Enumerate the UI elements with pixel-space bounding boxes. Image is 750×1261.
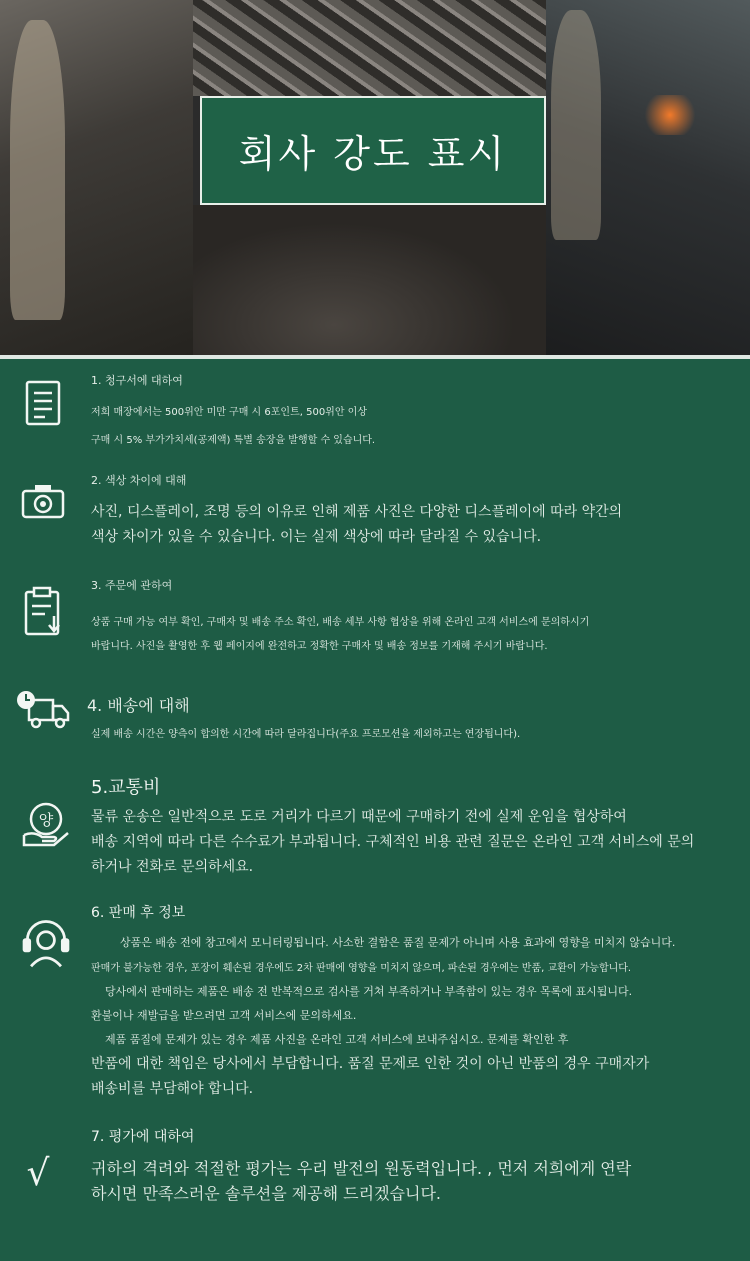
section-2-heading: 2. 색상 차이에 대해 [91,474,187,487]
section-3-line-2: 바랍니다. 사진을 촬영한 후 웹 페이지에 완전하고 정확한 구매자 및 배송 정보를 기재해 주시기 바랍니다. [91,641,548,652]
checkmark-icon [10,1145,66,1201]
section-1-heading: 1. 청구서에 대하여 [91,374,183,387]
hero-title-box [200,96,546,205]
section-5-line-3: 하거나 전화로 문의하세요. [91,859,254,875]
metal-parts-photo-bottom [193,205,546,355]
factory-photo-left [0,0,193,355]
section-5-heading: 5.교통비 [91,777,161,798]
section-2-line-1: 사진, 디스플레이, 조명 등의 이유로 인해 제품 사진은 다양한 디스플레이에 따라 약간의 [91,504,623,520]
section-4-line-1: 실제 배송 시간은 양측이 합의한 시간에 따라 달라집니다(주요 프로모션을 제외하고는 연장됩니다). [91,729,521,740]
section-6-line-7: 배송비를 부담해야 합니다. [91,1081,254,1097]
section-7-line-2: 하시면 만족스러운 솔루션을 제공해 드리겠습니다. [91,1184,442,1203]
section-6-line-5: 제품 품질에 문제가 있는 경우 제품 사진을 온라인 고객 서비스에 보내주십시오. 문제를 확인한 후 [105,1033,569,1046]
delivery-truck-icon [15,682,71,738]
section-6-line-6: 반품에 대한 책임은 당사에서 부담합니다. 품질 문제로 인한 것이 아닌 반품의 경우 구매자가 [91,1056,650,1072]
section-6-line-3: 당사에서 판매하는 제품은 배송 전 반복적으로 검사를 거쳐 부족하거나 부족함이 있는 경우 목록에 표시됩니다. [105,985,633,998]
camera-icon [15,473,71,529]
section-2-line-2: 색상 차이가 있을 수 있습니다. 이는 실제 색상에 따라 달라질 수 있습니다. [91,529,542,545]
yuan-hand-icon [18,795,74,851]
section-6-line-1: 상품은 배송 전에 창고에서 모니터링됩니다. 사소한 결함은 품질 문제가 아니며 사용 효과에 영향을 미치지 않습니다. [120,936,676,949]
hero-banner [0,0,750,355]
section-6-line-2: 판매가 불가능한 경우, 포장이 훼손된 경우에도 2차 판매에 영향을 미치지 않으며, 파손된 경우에는 반품, 교환이 가능합니다. [91,963,632,974]
forging-worker-photo [546,0,750,355]
document-icon [15,375,71,431]
section-5-line-2: 배송 지역에 따라 다른 수수료가 부과됩니다. 구체적인 비용 관련 질문은 온라인 고객 서비스에 문의 [91,834,695,850]
yuan-hand-glyph: 양 [38,811,54,829]
section-7-heading: 7. 평가에 대하여 [91,1129,195,1145]
section-7-line-1: 귀하의 격려와 적절한 평가는 우리 발전의 원동력입니다. , 먼저 저희에게 연락 [91,1159,632,1178]
section-1-line-2: 구매 시 5% 부가가치세(공제액) 특별 송장을 발행할 수 있습니다. [91,435,376,446]
hero-title: 회사 강도 표시 [238,132,508,176]
checkmark-glyph: √ [26,1152,50,1194]
metal-parts-photo-top [193,0,546,96]
section-6-heading: 6. 판매 후 정보 [91,905,186,921]
section-3-heading: 3. 주문에 관하여 [91,579,173,592]
section-4-heading: 4. 배송에 대해 [87,696,190,715]
section-6-line-4: 환불이나 재발급을 받으려면 고객 서비스에 문의하세요. [91,1009,357,1022]
section-3-line-1: 상품 구매 가능 여부 확인, 구매자 및 배송 주소 확인, 배송 세부 사항 협상을 위해 온라인 고객 서비스에 문의하시기 [91,617,590,628]
info-panel [0,359,750,1261]
clipboard-icon [15,584,71,640]
section-1-line-1: 저희 매장에서는 500위안 미만 구매 시 6포인트, 500위안 이상 [91,407,368,418]
support-agent-icon [18,914,74,970]
section-5-line-1: 물류 운송은 일반적으로 도로 거리가 다르기 때문에 구매하기 전에 실제 운임을 협상하여 [91,809,627,825]
